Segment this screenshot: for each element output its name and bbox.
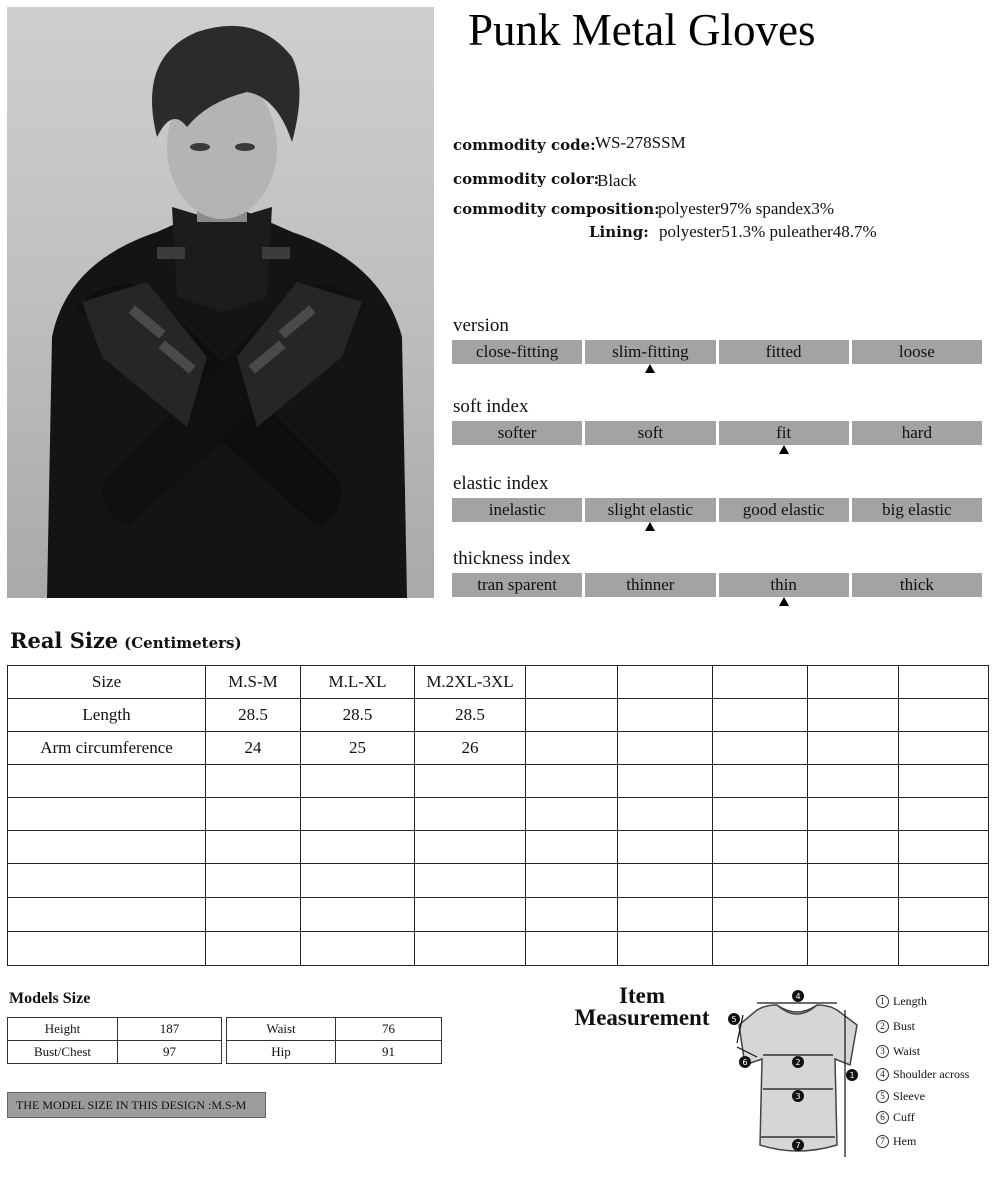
soft-index-option: softer	[452, 421, 582, 445]
thickness-index-option: thin	[719, 573, 849, 597]
table-row	[8, 1041, 222, 1064]
legend-number: 2	[876, 1020, 889, 1033]
table-row	[8, 898, 989, 932]
commodity-color-label: commodity color:	[453, 170, 600, 188]
real-size-title	[10, 628, 242, 653]
item-measurement-title-line1: Item	[619, 983, 665, 1008]
table-cell: 76	[336, 1018, 442, 1041]
legend-number: 1	[876, 995, 889, 1008]
svg-text:3: 3	[795, 1092, 801, 1101]
product-title: Punk Metal Gloves	[468, 5, 816, 55]
legend-item	[876, 1019, 996, 1034]
table-row	[8, 666, 989, 699]
table-cell: 28.5	[206, 699, 301, 732]
real-size-unit: (Centimeters)	[124, 634, 242, 652]
table-cell: M.L-XL	[301, 666, 415, 699]
table-row	[227, 1041, 442, 1064]
table-cell: M.S-M	[206, 666, 301, 699]
thickness-index-option: thinner	[585, 573, 715, 597]
table-cell: 24	[206, 732, 301, 765]
table-cell: Waist	[227, 1018, 336, 1041]
table-cell: 26	[415, 732, 526, 765]
model-size-note: THE MODEL SIZE IN THIS DESIGN :M.S-M	[7, 1092, 266, 1118]
item-measurement-title	[560, 985, 724, 1029]
triangle-up-icon	[645, 522, 655, 531]
commodity-code-label: commodity code:	[453, 136, 596, 154]
models-size-table-right	[226, 1017, 442, 1064]
table-row	[8, 732, 989, 765]
elastic-index-option: slight elastic	[585, 498, 715, 522]
elastic-index-option: big elastic	[852, 498, 982, 522]
triangle-up-icon	[645, 364, 655, 373]
table-row	[8, 699, 989, 732]
elastic-index-scale	[452, 498, 982, 522]
table-cell: 97	[118, 1041, 222, 1064]
model-photo-image	[7, 7, 434, 598]
real-size-table	[7, 665, 989, 966]
svg-text:4: 4	[795, 992, 801, 1001]
commodity-color-value: Black	[597, 171, 637, 190]
triangle-up-icon	[779, 597, 789, 606]
elastic-index-title: elastic index	[453, 473, 549, 494]
legend-item	[876, 1044, 996, 1059]
table-cell: Hip	[227, 1041, 336, 1064]
table-row	[8, 864, 989, 898]
soft-index-option: hard	[852, 421, 982, 445]
soft-index-option: fit	[719, 421, 849, 445]
table-row	[8, 1018, 222, 1041]
lining-value: polyester51.3% puleather48.7%	[659, 222, 877, 241]
table-cell: 187	[118, 1018, 222, 1041]
version-scale	[452, 340, 982, 364]
table-row	[8, 798, 989, 831]
legend-number: 6	[876, 1111, 889, 1124]
svg-text:6: 6	[742, 1058, 748, 1067]
version-option: loose	[852, 340, 982, 364]
legend-item	[876, 1134, 996, 1149]
commodity-code-value: WS-278SSM	[595, 133, 686, 152]
table-cell: Length	[8, 699, 206, 732]
legend-number: 4	[876, 1068, 889, 1081]
table-row	[8, 831, 989, 864]
version-option: slim-fitting	[585, 340, 715, 364]
triangle-up-icon	[779, 445, 789, 454]
table-cell: Height	[8, 1018, 118, 1041]
models-size-table-left	[7, 1017, 222, 1064]
elastic-index-option: inelastic	[452, 498, 582, 522]
soft-index-scale	[452, 421, 982, 445]
table-row	[227, 1018, 442, 1041]
legend-number: 5	[876, 1090, 889, 1103]
table-cell: Bust/Chest	[8, 1041, 118, 1064]
table-cell: 28.5	[415, 699, 526, 732]
legend-number: 7	[876, 1135, 889, 1148]
table-row	[8, 765, 989, 798]
garment-diagram-icon	[725, 985, 870, 1165]
elastic-index-option: good elastic	[719, 498, 849, 522]
item-measurement-title-line2: Measurement	[574, 1005, 710, 1030]
legend-label: Hem	[893, 1134, 917, 1148]
table-cell: Size	[8, 666, 206, 699]
svg-text:5: 5	[731, 1015, 737, 1024]
thickness-index-title: thickness index	[453, 548, 571, 569]
version-option: close-fitting	[452, 340, 582, 364]
legend-item	[876, 994, 996, 1009]
legend-item	[876, 1067, 996, 1082]
version-title: version	[453, 315, 509, 336]
legend-item	[876, 1089, 996, 1104]
legend-label: Shoulder across	[893, 1067, 970, 1081]
legend-number: 3	[876, 1045, 889, 1058]
table-cell: M.2XL-3XL	[415, 666, 526, 699]
table-row	[8, 932, 989, 966]
thickness-index-option: thick	[852, 573, 982, 597]
legend-label: Waist	[893, 1044, 921, 1058]
real-size-heading: Real Size	[10, 628, 119, 653]
thickness-index-scale	[452, 573, 982, 597]
legend-label: Sleeve	[893, 1089, 925, 1103]
table-cell: 28.5	[301, 699, 415, 732]
svg-text:1: 1	[849, 1071, 855, 1080]
svg-text:7: 7	[795, 1141, 801, 1150]
version-option: fitted	[719, 340, 849, 364]
legend-item	[876, 1110, 996, 1125]
legend-label: Cuff	[893, 1110, 915, 1124]
table-cell: Arm circumference	[8, 732, 206, 765]
svg-text:2: 2	[795, 1058, 801, 1067]
table-cell: 91	[336, 1041, 442, 1064]
thickness-index-option: tran sparent	[452, 573, 582, 597]
product-photo	[7, 7, 434, 598]
commodity-composition-label: commodity composition:	[453, 200, 660, 218]
soft-index-title: soft index	[453, 396, 529, 417]
legend-label: Length	[893, 994, 927, 1008]
table-cell: 25	[301, 732, 415, 765]
soft-index-option: soft	[585, 421, 715, 445]
models-size-title: Models Size	[9, 990, 91, 1007]
commodity-composition-value: polyester97% spandex3%	[658, 199, 835, 218]
legend-label: Bust	[893, 1019, 916, 1033]
lining-label: Lining:	[589, 223, 649, 241]
